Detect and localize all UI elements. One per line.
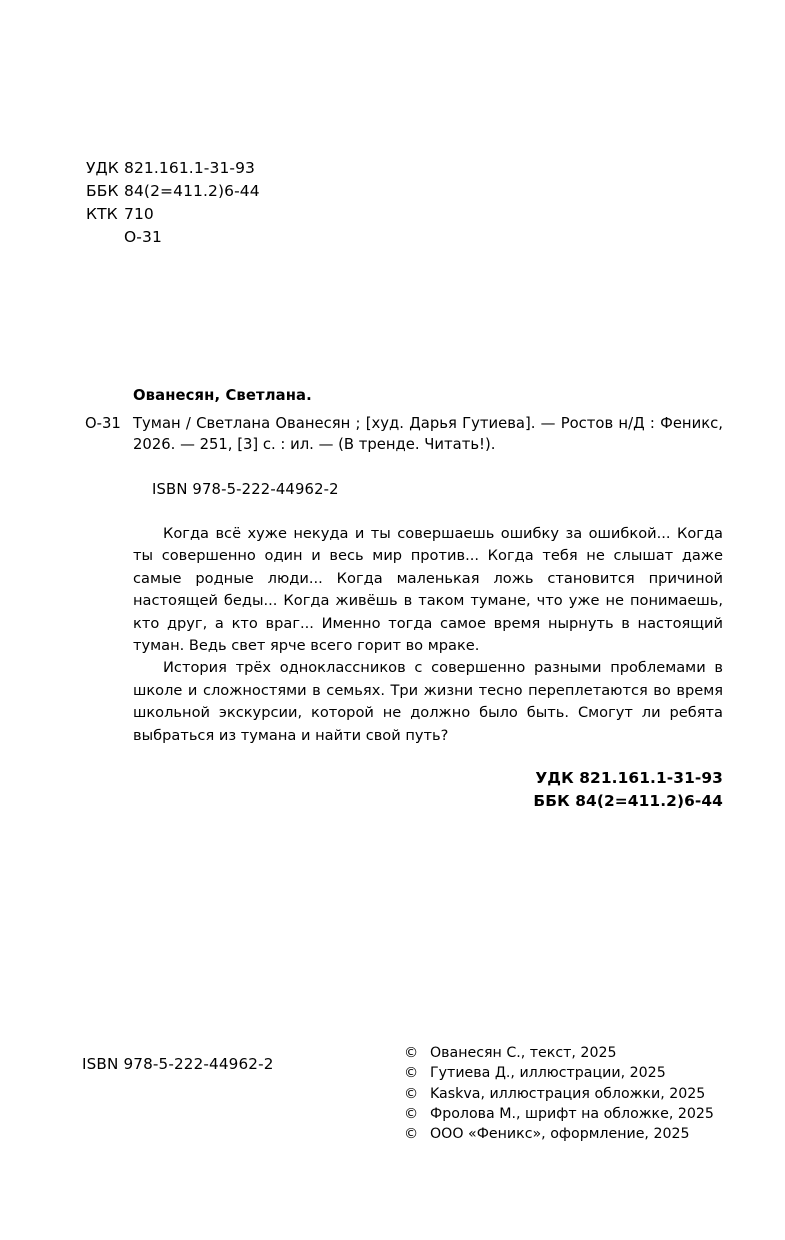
annotation-paragraph-2: История трёх одноклассников с совершенно разными проблемами в школе и сложностями в семьях. Три жизни тесно переплетаются во время школьной экскурсии, которой не должно было быть. Смогут ли ребята выбраться из тумана и найти свой путь? <box>133 659 723 744</box>
annotation-block <box>133 523 723 747</box>
biblio-author: Ованесян, Светлана. <box>133 387 312 404</box>
classification-block <box>86 157 260 249</box>
copyright-icon: © <box>404 1065 419 1082</box>
classification-codes-repeat <box>533 767 723 813</box>
classification-row-code <box>86 226 260 249</box>
footer-isbn: ISBN 978-5-222-44962-2 <box>82 1055 274 1073</box>
copyright-block <box>404 1043 714 1144</box>
copyright-icon: © <box>404 1126 419 1143</box>
udk-repeat: УДК 821.161.1-31-93 <box>535 769 723 787</box>
author-sign-code: О-31 <box>124 228 162 246</box>
classification-row-udk <box>86 157 260 180</box>
copyright-text: Фролова М., шрифт на обложке, 2025 <box>430 1105 714 1122</box>
classification-row-bbk <box>86 180 260 203</box>
copyright-text: Гутиева Д., иллюстрации, 2025 <box>430 1065 666 1082</box>
udk-label: УДК <box>86 159 119 177</box>
classification-row-ktk <box>86 203 260 226</box>
copyright-text: Ованесян С., текст, 2025 <box>430 1045 617 1061</box>
copyright-text: ООО «Феникс», оформление, 2025 <box>430 1126 690 1143</box>
biblio-body <box>85 413 723 456</box>
udk-value: 821.161.1-31-93 <box>124 159 256 177</box>
bbk-repeat: ББК 84(2=411.2)6-44 <box>533 792 723 810</box>
ktk-value: 710 <box>124 205 154 223</box>
biblio-sigil: О-31 <box>85 414 121 432</box>
bbk-label: ББК <box>86 182 119 200</box>
bibliographic-record <box>85 385 723 456</box>
copyright-row <box>404 1124 714 1144</box>
copyright-row <box>404 1043 714 1063</box>
copyright-text: Kaskva, иллюстрация обложки, 2025 <box>430 1085 706 1102</box>
copyright-row <box>404 1063 714 1083</box>
biblio-description: Туман / Светлана Ованесян ; [худ. Дарья Гутиева]. — Ростов н/Д : Феникс, 2026. — 251, [3] с. : ил. — (В тренде. Читать!). <box>133 414 723 453</box>
ktk-label: КТК <box>86 205 118 223</box>
annotation-paragraph-1: Когда всё хуже некуда и ты совершаешь ошибку за ошибкой... Когда ты совершенно один и весь мир против... Когда тебя не слышат даже самые родные люди... Когда маленькая ложь становится причиной настоящей беды... Когда живёшь в таком тумане, что уже не понимаешь, кто друг, а кто враг... Именно тогда самое время нырнуть в настоящий туман. Ведь свет ярче всего горит во мраке. <box>133 525 723 655</box>
bbk-value: 84(2=411.2)6-44 <box>124 182 260 200</box>
copyright-icon: © <box>404 1045 419 1061</box>
biblio-isbn: ISBN 978-5-222-44962-2 <box>152 481 339 498</box>
copyright-row <box>404 1084 714 1104</box>
copyright-icon: © <box>404 1085 419 1102</box>
copyright-row <box>404 1104 714 1124</box>
copyright-icon: © <box>404 1105 419 1122</box>
